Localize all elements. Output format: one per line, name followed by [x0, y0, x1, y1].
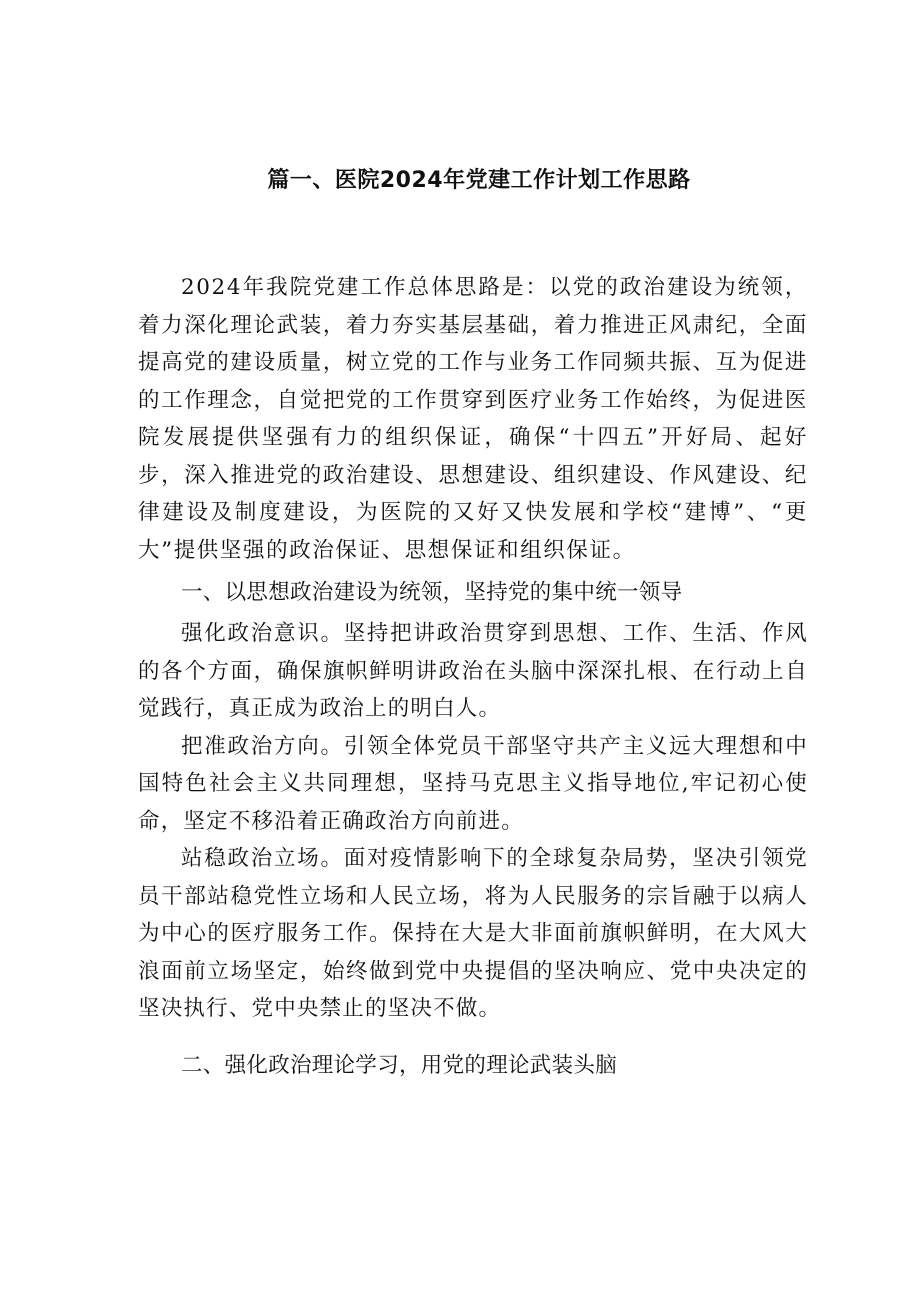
section-heading-2: 二、强化政治理论学习，用党的理论武装头脑 — [181, 1052, 618, 1078]
document-title: 篇一、医院2024年党建工作计划工作思路 — [267, 168, 691, 193]
paragraph-political-awareness: 强化政治意识。坚持把讲政治贯穿到思想、工作、生活、作风的各个方面，确保旗帜鲜明讲政治在头脑中深深扎根、在行动上自觉践行，真正成为政治上的明白人。 — [138, 621, 808, 721]
document-body — [138, 269, 808, 1086]
intro-paragraph: 2024年我院党建工作总体思路是：以党的政治建设为统领，着力深化理论武装，着力夯实基层基础，着力推进正风肃纪，全面提高党的建设质量，树立党的工作与业务工作同频共振、互为促进的工作理念，自觉把党的工作贯穿到医疗业务工作始终，为促进医院发展提供坚强有力的组织保证，确保“十四五”开好局、起好步，深入推进党的政治建设、思想建设、组织建设、作风建设、纪律建设及制度建设，为医院的又好又快发展和学校“建博”、“更大”提供坚强的政治保证、思想保证和组织保证。 — [138, 275, 808, 563]
section-heading-1: 一、以思想政治建设为统领，坚持党的集中统一领导 — [181, 580, 683, 605]
paragraph-political-direction: 把准政治方向。引领全体党员干部坚守共产主义远大理想和中国特色社会主义共同理想，坚持马克思主义指导地位,牢记初心使命，坚定不移沿着正确政治方向前进。 — [138, 733, 808, 834]
paragraph-political-stance: 站稳政治立场。面对疫情影响下的全球复杂局势，坚决引领党员干部站稳党性立场和人民立场，将为人民服务的宗旨融于以病人为中心的医疗服务工作。保持在大是大非面前旗帜鲜明，在大风大浪面前立场坚定，始终做到党中央提倡的坚决响应、党中央决定的坚决执行、党中央禁止的坚决不做。 — [138, 846, 808, 1021]
